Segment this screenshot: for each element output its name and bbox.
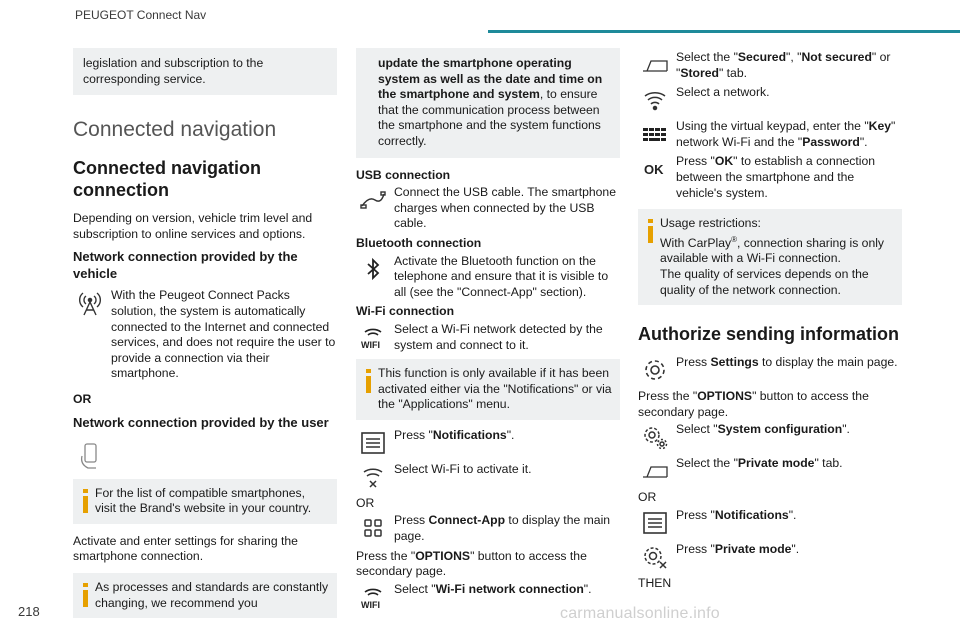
header-rule [488,30,960,33]
running-header: PEUGEOT Connect Nav [75,8,207,22]
notifications-label: Notifications [432,427,507,442]
bluetooth-icon [356,254,390,284]
usb-cable-icon [356,185,390,215]
watermark: carmanualsonline.info [560,605,720,622]
authorize-heading: Authorize sending information [638,324,899,345]
text: Select " [394,581,436,596]
notifications-row [356,428,620,458]
select-network-row [638,85,902,115]
tab-icon [638,456,672,486]
text: " or " [676,50,891,80]
bold-text: update the smartphone operating system as well as the date and time on the smartphone and system [378,56,603,102]
wifi-row [356,322,620,353]
bluetooth-row [356,254,620,301]
text: to display the main page. [758,355,898,370]
notifications-icon [356,428,390,458]
text: to display the main page. [394,513,611,544]
tab-select-row [638,50,902,81]
note-text: For the list of compatible smartphones, visit the Brand's website in your country. [95,485,312,516]
sub-heading-vehicle: Network connection provided by the vehicle [73,249,298,282]
settings-gear-icon [638,355,672,385]
wifi-text-icon [356,322,390,352]
or-label: OR [638,490,657,505]
system-config-row [638,422,902,452]
wifi-heading: Wi-Fi connection [356,304,455,319]
tab-icon [638,50,672,80]
ok-row [638,154,902,201]
select-wifi-text: Select Wi-Fi to activate it. [394,461,532,476]
system-configuration-label: System configuration [717,422,843,437]
notifications-label: Notifications [714,507,789,522]
wifi-icon [638,85,672,115]
smartphone-row [73,437,337,475]
key-label: Key [868,119,892,134]
bluetooth-heading: Bluetooth connection [356,235,482,250]
note-function-availability [356,359,620,420]
text: Press [394,513,429,528]
note-text: With CarPlay [660,235,732,250]
text: ". [791,541,800,556]
box-text: , to ensure that the communication process between the smartphone and the system functions correctly. [378,87,601,148]
note-text: , connection sharing is only available with a Wi-Fi connection. [660,235,885,266]
svg-text:OK: OK [644,162,664,178]
text: " to establish a connection between the smartphone and the vehicle's system. [676,154,876,200]
text: ". [788,507,797,522]
note-text: Usage restrictions: [660,216,761,231]
svg-text:WIFI: WIFI [361,599,380,610]
continued-box [73,48,337,95]
keypad-row [638,119,902,150]
system-gears-icon [638,422,672,452]
continued-note-box [356,48,620,158]
note-text: The quality of services depends on the quality of the network connection. [660,267,869,297]
or-label: OR [356,495,375,510]
antenna-icon [73,288,107,318]
wifi-off-icon [356,462,390,492]
text: Select the " [676,50,738,64]
activate-text: Activate and enter settings for sharing the smartphone connection. [73,533,298,564]
text: Select " [676,422,718,437]
connect-app-label: Connect-App [428,513,506,528]
not-secured-label: Not secured [801,50,872,64]
column-1 [73,48,337,618]
text: " tab. [718,65,747,80]
text: ". [842,422,850,437]
wifi-connection-label: Wi-Fi network connection [435,581,584,596]
text: " tab. [814,456,843,471]
sub-heading-user: Network connection provided by the user [73,414,329,430]
text: Press [676,355,711,370]
text: Using the virtual keypad, enter the " [676,119,869,134]
text: Press " [676,507,715,522]
bluetooth-text: Activate the Bluetooth function on the telephone and ensure that it is visible to all (see the "Connect-App" section). [394,253,609,299]
select-network-text: Select a network. [676,85,770,100]
column-2 [356,48,620,616]
text: ". [583,581,592,596]
text: Press " [676,541,715,556]
text: Press the " [356,548,416,563]
text: Select the " [676,456,738,471]
options-label: OPTIONS [697,389,753,404]
vehicle-connection-text: With the Peugeot Connect Packs solution, the system is automatically connected to the Internet and connected services, and does not require the user to provide a connection via their smartphone. [111,288,336,381]
private-mode-row [638,542,902,572]
note-standards [73,573,337,618]
svg-text:WIFI: WIFI [361,339,380,350]
text: Press the " [638,389,698,404]
password-label: Password [802,134,860,149]
text: ", " [786,50,802,64]
text: " button to access the secondary page. [356,548,587,579]
wifi-text: Select a Wi-Fi network detected by the system and connect to it. [394,321,603,352]
text: ". [859,134,868,149]
vehicle-connection-row [73,288,337,388]
column-3 [638,48,902,592]
note-compatible-phones [73,479,337,524]
connect-app-row [356,513,620,544]
apps-grid-icon [356,513,390,543]
settings-label: Settings [710,355,759,370]
text: " button to access the secondary page. [638,389,869,419]
page-number: 218 [18,604,40,619]
note-usage-restrictions [638,209,902,305]
then-label: THEN [638,575,672,590]
private-mode-gear-icon [638,542,672,572]
registered-mark: ® [731,234,738,244]
ok-icon [638,154,672,184]
private-mode-label: Private mode [714,541,792,556]
usb-row [356,185,620,232]
notifications-row [638,508,902,538]
wifi-activate-row [356,462,620,492]
continued-text: legislation and subscription to the corresponding service. [83,56,264,86]
text: Press " [394,427,433,442]
intro-text: Depending on version, vehicle trim level and subscription to online services and options. [73,211,313,241]
note-text: This function is only available if it has been activated either via the "Notifications" or via the "Applications" menu. [378,366,612,412]
usb-heading: USB connection [356,167,451,182]
private-mode-tab-row [638,456,902,486]
text: Press " [676,154,715,169]
options-label: OPTIONS [415,548,471,563]
text: ". [506,427,515,442]
secured-label: Secured [737,50,787,64]
settings-row [638,355,902,385]
stored-label: Stored [680,65,719,80]
note-text: As processes and standards are constantly changing, we recommend you [95,579,329,610]
main-heading: Connected navigation [73,118,277,142]
private-mode-label: Private mode [737,456,815,471]
ok-label: OK [714,154,734,169]
section-heading: Connected navigation connection [73,158,262,201]
smartphone-hand-icon [73,437,107,475]
or-label: OR [73,391,92,406]
keypad-icon [638,119,672,149]
notifications-icon [638,508,672,538]
usb-text: Connect the USB cable. The smartphone charges when connected by the USB cable. [394,185,616,231]
wifi-text-icon [356,582,390,612]
text: " network Wi-Fi and the " [676,119,896,149]
